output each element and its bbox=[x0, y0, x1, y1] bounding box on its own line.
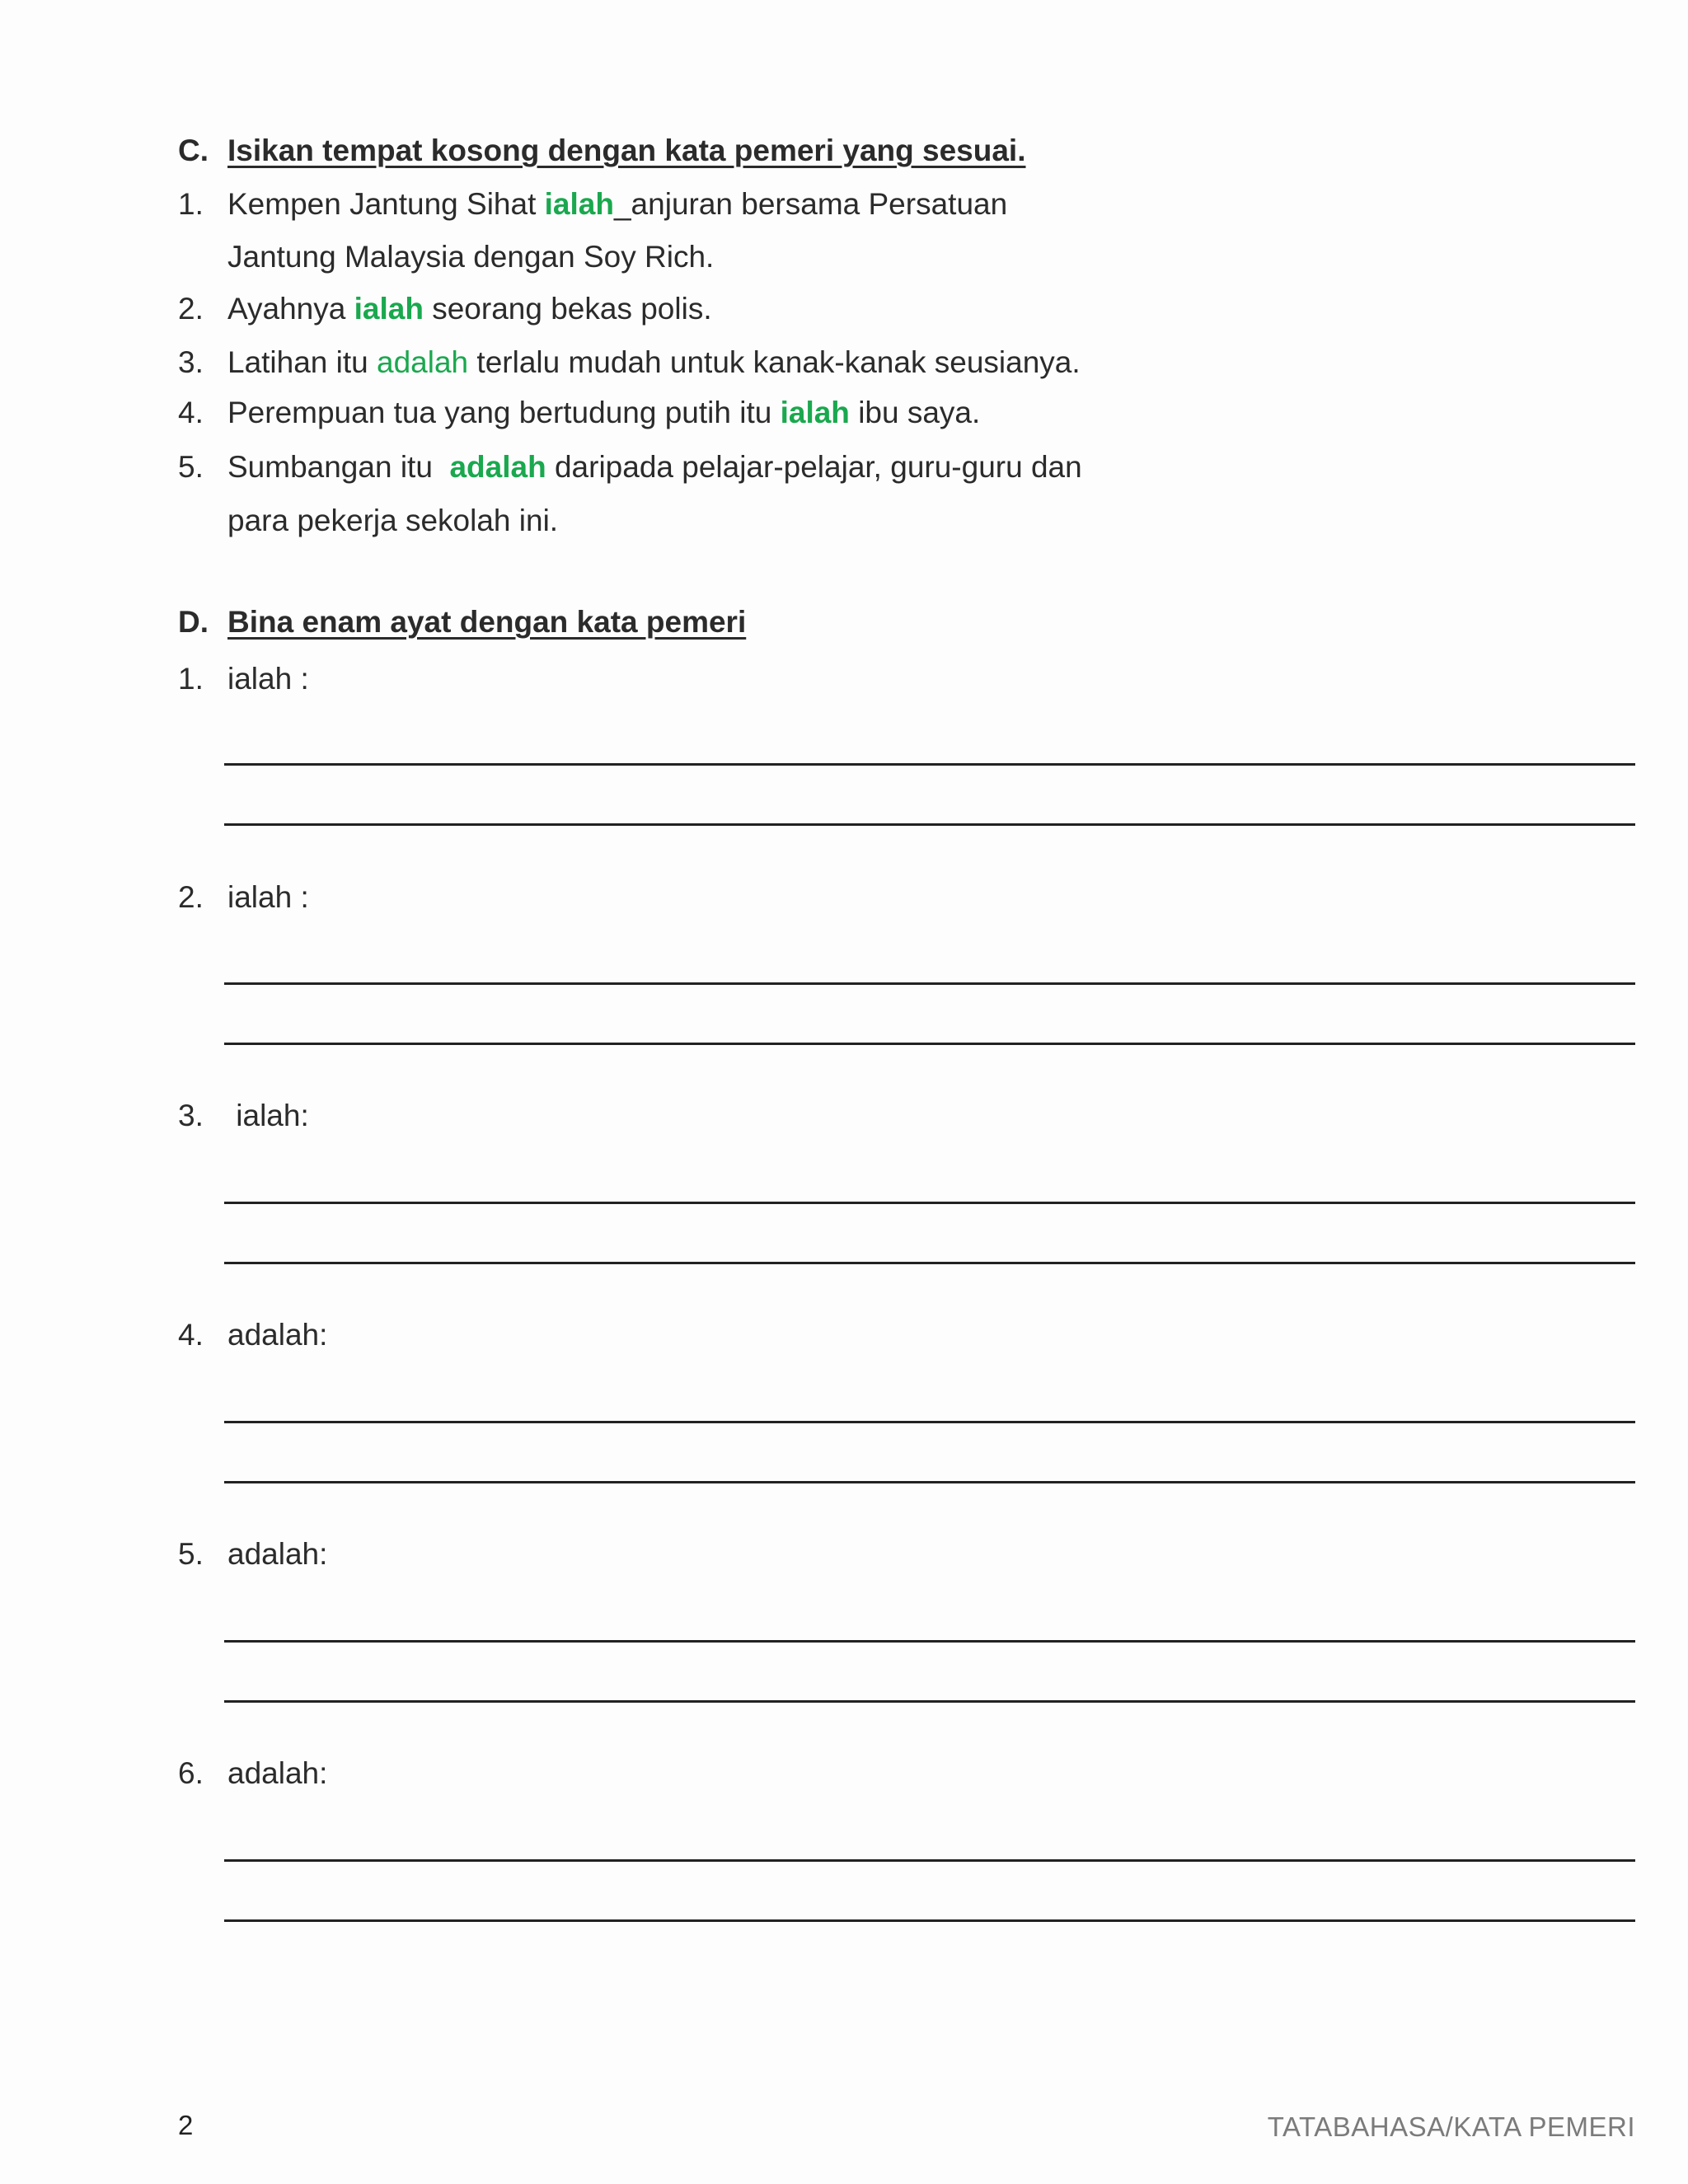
c-item-3-pre: Latihan itu bbox=[227, 345, 377, 379]
d-item-3-label: ialah: bbox=[227, 1099, 309, 1132]
d-item-1 bbox=[178, 661, 309, 697]
c-item-4 bbox=[178, 395, 980, 431]
c-item-2-pre: Ayahnya bbox=[227, 292, 354, 326]
c-item-1 bbox=[178, 186, 1007, 223]
section-c-title: Isikan tempat kosong dengan kata pemeri yang sesuai. bbox=[227, 134, 1026, 167]
c-item-3 bbox=[178, 344, 1081, 381]
d-item-4-number: 4. bbox=[178, 1318, 204, 1352]
section-d-heading bbox=[178, 605, 746, 640]
c-item-4-pre: Perempuan tua yang bertudung putih itu bbox=[227, 396, 781, 429]
d-item-5-number: 5. bbox=[178, 1537, 204, 1571]
d-item-6-number: 6. bbox=[178, 1756, 204, 1790]
c-item-1-continuation: Jantung Malaysia dengan Soy Rich. bbox=[227, 240, 715, 274]
c-item-3-post: terlalu mudah untuk kanak-kanak seusianya. bbox=[468, 345, 1081, 379]
d-item-5-label: adalah: bbox=[227, 1537, 328, 1571]
c-item-5-pre: Sumbangan itu bbox=[227, 450, 450, 484]
d-item-3-number: 3. bbox=[178, 1099, 204, 1132]
d-item-2 bbox=[178, 879, 309, 916]
d-item-4-answer-line-2[interactable] bbox=[224, 1481, 1635, 1483]
c-item-4-answer: ialah bbox=[780, 396, 850, 429]
d-item-4 bbox=[178, 1317, 327, 1353]
c-item-4-post: ibu saya. bbox=[849, 396, 981, 429]
d-item-3-answer-line-2[interactable] bbox=[224, 1262, 1635, 1264]
d-item-1-label: ialah : bbox=[227, 662, 309, 696]
d-item-2-answer-line-2[interactable] bbox=[224, 1043, 1635, 1045]
section-d-letter: D. bbox=[178, 605, 209, 639]
c-item-5-post: daripada pelajar-pelajar, guru-guru dan bbox=[546, 450, 1082, 484]
c-item-2 bbox=[178, 291, 712, 327]
c-item-2-post: seorang bekas polis. bbox=[423, 292, 712, 326]
d-item-4-label: adalah: bbox=[227, 1318, 328, 1352]
c-item-1-pre: Kempen Jantung Sihat bbox=[227, 187, 545, 221]
d-item-2-number: 2. bbox=[178, 880, 204, 914]
c-item-4-number: 4. bbox=[178, 396, 204, 429]
d-item-6-answer-line-1[interactable] bbox=[224, 1859, 1635, 1862]
d-item-3 bbox=[178, 1098, 309, 1134]
d-item-1-answer-line-1[interactable] bbox=[224, 763, 1635, 766]
d-item-6 bbox=[178, 1755, 327, 1792]
c-item-3-answer: adalah bbox=[377, 345, 469, 379]
d-item-6-answer-line-2[interactable] bbox=[224, 1919, 1635, 1922]
c-item-3-number: 3. bbox=[178, 345, 204, 379]
d-item-3-answer-line-1[interactable] bbox=[224, 1202, 1635, 1204]
c-item-5-answer: adalah bbox=[449, 450, 546, 484]
d-item-1-number: 1. bbox=[178, 662, 204, 696]
d-item-1-answer-line-2[interactable] bbox=[224, 823, 1635, 826]
c-item-2-answer: ialah bbox=[354, 292, 424, 326]
page-number: 2 bbox=[178, 2110, 194, 2140]
c-item-1-post: _anjuran bersama Persatuan bbox=[613, 187, 1008, 221]
section-c-heading bbox=[178, 134, 1026, 168]
d-item-5-answer-line-2[interactable] bbox=[224, 1700, 1635, 1703]
running-title: TATABAHASA/KATA PEMERI bbox=[1267, 2111, 1635, 2142]
c-item-1-number: 1. bbox=[178, 187, 204, 221]
d-item-2-label: ialah : bbox=[227, 880, 309, 914]
section-d-title: Bina enam ayat dengan kata pemeri bbox=[227, 605, 747, 639]
c-item-5-continuation: para pekerja sekolah ini. bbox=[227, 504, 559, 537]
d-item-6-label: adalah: bbox=[227, 1756, 328, 1790]
d-item-5-answer-line-1[interactable] bbox=[224, 1640, 1635, 1643]
d-item-4-answer-line-1[interactable] bbox=[224, 1421, 1635, 1423]
c-item-5 bbox=[178, 449, 1082, 485]
c-item-1-answer: ialah bbox=[544, 187, 614, 221]
c-item-2-number: 2. bbox=[178, 292, 204, 326]
d-item-2-answer-line-1[interactable] bbox=[224, 982, 1635, 985]
c-item-5-number: 5. bbox=[178, 450, 204, 484]
section-c-letter: C. bbox=[178, 134, 209, 167]
d-item-5 bbox=[178, 1536, 327, 1572]
